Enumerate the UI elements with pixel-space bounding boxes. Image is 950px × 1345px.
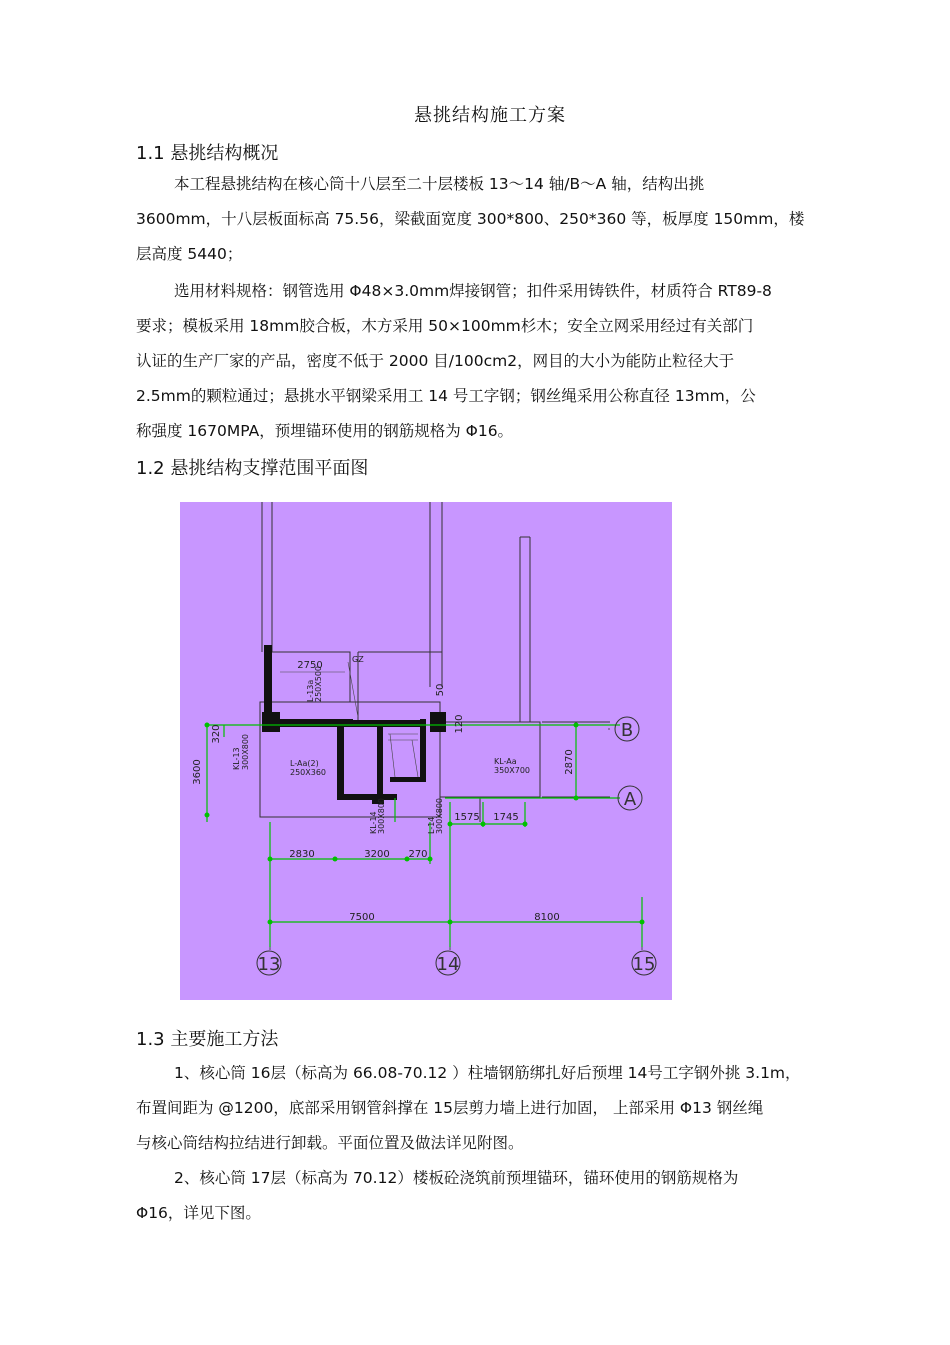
text-line: 称强度 1670MPA，预埋锚环使用的钢筋规格为 Φ16。 bbox=[136, 422, 514, 440]
text-line: 2、核心筒 17层（标高为 70.12）楼板砼浇筑前预埋锚环，锚环使用的钢筋规格为 bbox=[174, 1169, 739, 1187]
dim-1575: 1575 bbox=[454, 812, 480, 823]
text-line: 层高度 5440； bbox=[136, 245, 243, 263]
label-kl-14-size: 300X800 bbox=[377, 797, 386, 834]
axis-label-14: 14 bbox=[436, 954, 460, 975]
label-gz: GZ bbox=[352, 655, 364, 664]
dim-320: 320 bbox=[211, 724, 222, 744]
text-line: 认证的生产厂家的产品，密度不低于 2000 目/100cm2，网目的大小为能防止粒径大于 bbox=[136, 352, 735, 370]
label-kl-aa-size: 350X700 bbox=[494, 766, 531, 775]
dim-7500: 7500 bbox=[349, 912, 375, 923]
axis-label-b: B bbox=[620, 720, 634, 741]
section-1-3-paragraph-1 bbox=[136, 1056, 866, 1161]
dim-1745: 1745 bbox=[493, 812, 519, 823]
label-l-14: L-14 bbox=[427, 816, 436, 834]
dim-2830: 2830 bbox=[289, 849, 315, 860]
section-heading-1-1: 1.1 悬挑结构概况 bbox=[136, 143, 279, 164]
label-l-aa: L-Aa(2) bbox=[290, 759, 319, 768]
label-kl-14: KL-14 bbox=[369, 811, 378, 834]
text-line: 3600mm，十八层板面标高 75.56，梁截面宽度 300*800、250*360 等，板厚度 150mm，楼 bbox=[136, 210, 805, 228]
text-line: 与核心筒结构拉结进行卸载。平面位置及做法详见附图。 bbox=[136, 1134, 524, 1152]
axis-label-15: 15 bbox=[632, 954, 656, 975]
dim-50: 50 bbox=[435, 683, 446, 697]
dim-2750: 2750 bbox=[297, 660, 323, 671]
dim-270: 270 bbox=[408, 849, 428, 860]
label-l-14-size: 300X800 bbox=[435, 797, 444, 834]
dim-2870: 2870 bbox=[564, 749, 575, 775]
label-kl-13: KL-13 bbox=[232, 747, 241, 770]
text-line: 1、核心筒 16层（标高为 66.08-70.12 ）柱墙钢筋绑扎好后预埋 14号工字钢外挑 3.1m， bbox=[174, 1064, 801, 1082]
axis-label-13: 13 bbox=[257, 954, 281, 975]
text-line: 选用材料规格：钢管选用 Φ48×3.0mm焊接钢管；扣件采用铸铁件，材质符合 RT89-8 bbox=[174, 282, 772, 300]
label-kl-13-size: 300X800 bbox=[241, 733, 250, 770]
cad-plan-svg bbox=[180, 502, 672, 1000]
section-heading-1-3: 1.3 主要施工方法 bbox=[136, 1029, 279, 1050]
text-line: 要求；模板采用 18mm胶合板，木方采用 50×100mm杉木；安全立网采用经过有关部门 bbox=[136, 317, 754, 335]
structure-plan-drawing bbox=[180, 502, 672, 1000]
text-line: 本工程悬挑结构在核心筒十八层至二十层楼板 13～14 轴/B～A 轴，结构出挑 bbox=[174, 175, 705, 193]
label-l-13a-size: 250X500 bbox=[314, 665, 323, 702]
label-kl-aa: KL-Aa bbox=[494, 757, 517, 766]
document-title: 悬挑结构施工方案 bbox=[414, 105, 566, 126]
text-line: 2.5mm的颗粒通过；悬挑水平钢梁采用工 14 号工字钢；钢丝绳采用公称直径 13mm，公 bbox=[136, 387, 756, 405]
section-1-1-paragraph-2 bbox=[136, 274, 866, 449]
axis-label-a: A bbox=[623, 789, 637, 810]
label-l-aa-size: 250X360 bbox=[290, 768, 327, 777]
section-heading-1-2: 1.2 悬挑结构支撑范围平面图 bbox=[136, 458, 369, 479]
section-1-3-paragraph-2 bbox=[136, 1161, 866, 1231]
text-line: 布置间距为 @1200，底部采用钢管斜撑在 15层剪力墙上进行加固， 上部采用 Φ13 钢丝绳 bbox=[136, 1099, 764, 1117]
dim-3200: 3200 bbox=[364, 849, 390, 860]
section-1-1-paragraph-1 bbox=[136, 167, 866, 272]
text-line: Φ16，详见下图。 bbox=[136, 1204, 261, 1222]
dim-8100: 8100 bbox=[534, 912, 560, 923]
label-l-13a: L-13a bbox=[306, 679, 315, 702]
dim-3600: 3600 bbox=[192, 759, 203, 785]
dim-120: 120 bbox=[454, 714, 465, 734]
